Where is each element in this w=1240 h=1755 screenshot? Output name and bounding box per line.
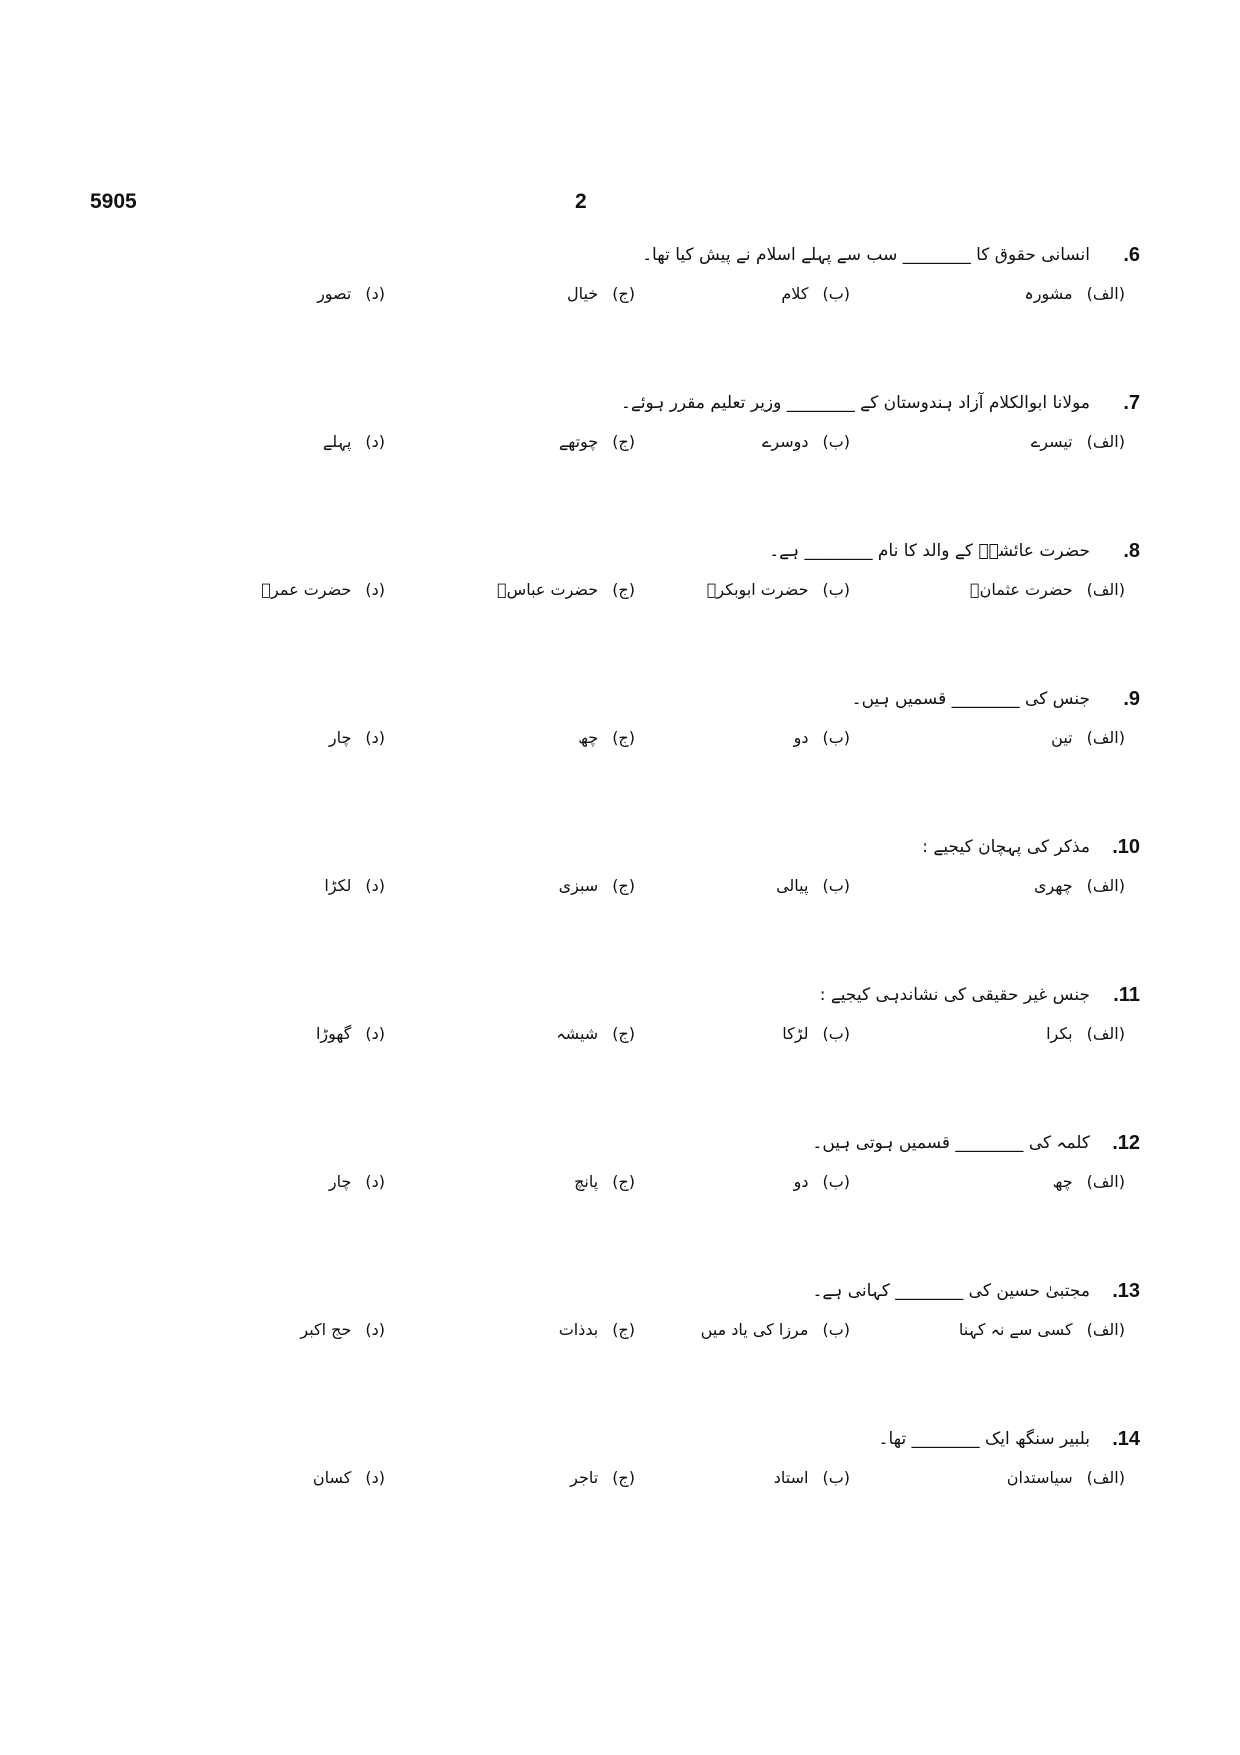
- question-stem: بلبیر سنگھ ایک ________ تھا۔: [878, 1429, 1090, 1449]
- option-label: (الف): [1086, 580, 1125, 599]
- option-label: (ج): [612, 1172, 635, 1191]
- question-number: .12: [1112, 1132, 1140, 1154]
- option-text: خیال: [566, 284, 599, 303]
- option-text: پہلے: [322, 432, 352, 451]
- option-label: (ج): [612, 580, 635, 599]
- option-label: (الف): [1086, 1320, 1125, 1339]
- option-text: حضرت عمرؓ: [261, 580, 352, 599]
- answer-option: [250, 722, 385, 754]
- option-label: (الف): [1086, 284, 1125, 303]
- option-text: حضرت ابوبکرؓ: [706, 580, 809, 599]
- answer-option: [695, 426, 850, 458]
- option-label: (الف): [1086, 876, 1125, 895]
- answer-option: [940, 278, 1125, 310]
- option-text: شیشہ: [556, 1024, 599, 1043]
- option-text: دو: [793, 728, 809, 747]
- answer-option: [250, 870, 385, 902]
- answer-option: [695, 1018, 850, 1050]
- option-text: لکڑا: [324, 876, 352, 895]
- option-text: چار: [328, 1172, 352, 1191]
- question-number: .7: [1123, 392, 1140, 414]
- option-label: (د): [365, 728, 385, 747]
- question-stem: انسانی حقوق کا ________ سب سے پہلے اسلام نے پیش کیا تھا۔: [642, 245, 1090, 265]
- question-stem: جنس غیر حقیقی کی نشاندہی کیجیے :: [819, 985, 1090, 1005]
- option-text: تصور: [317, 284, 352, 303]
- option-label: (الف): [1086, 1468, 1125, 1487]
- answer-option: [940, 574, 1125, 606]
- option-label: (د): [365, 1468, 385, 1487]
- option-label: (ب): [822, 1468, 850, 1487]
- option-text: چھری: [1034, 876, 1073, 895]
- option-text: حضرت عثمانؓ: [970, 580, 1073, 599]
- option-label: (د): [365, 1172, 385, 1191]
- answer-option: [250, 1018, 385, 1050]
- option-text: پیالی: [776, 876, 809, 895]
- option-text: بکرا: [1046, 1024, 1073, 1043]
- question-number: .6: [1123, 244, 1140, 266]
- question-number: .13: [1112, 1280, 1140, 1302]
- option-label: (ب): [822, 1172, 850, 1191]
- answer-option: [940, 1314, 1125, 1346]
- option-text: تیسرے: [1030, 432, 1073, 451]
- question-stem: جنس کی ________ قسمیں ہیں۔: [851, 689, 1090, 709]
- option-label: (الف): [1086, 432, 1125, 451]
- answer-option: [445, 722, 635, 754]
- option-label: (د): [365, 1024, 385, 1043]
- option-text: مرزا کی یاد میں: [700, 1320, 809, 1339]
- answer-option: [445, 278, 635, 310]
- option-label: (الف): [1086, 1172, 1125, 1191]
- answer-option: [940, 722, 1125, 754]
- option-label: (ب): [822, 432, 850, 451]
- answer-option: [445, 1314, 635, 1346]
- answer-option: [250, 278, 385, 310]
- option-text: بدذات: [558, 1320, 599, 1339]
- option-text: چھ: [1052, 1172, 1073, 1191]
- option-text: استاد: [773, 1468, 809, 1487]
- answer-option: [695, 722, 850, 754]
- option-text: دوسرے: [761, 432, 809, 451]
- option-label: (ب): [822, 1320, 850, 1339]
- answer-option: [695, 574, 850, 606]
- option-label: (الف): [1086, 1024, 1125, 1043]
- option-text: چوتھے: [558, 432, 599, 451]
- answer-option: [445, 1462, 635, 1494]
- question-number: .14: [1112, 1428, 1140, 1450]
- page-number: 2: [575, 190, 587, 213]
- answer-option: [695, 278, 850, 310]
- option-text: کلام: [781, 284, 809, 303]
- option-label: (د): [365, 284, 385, 303]
- answer-option: [695, 1462, 850, 1494]
- option-text: سبزی: [558, 876, 599, 895]
- answer-option: [250, 1462, 385, 1494]
- option-label: (د): [365, 580, 385, 599]
- option-text: سیاستدان: [1006, 1468, 1073, 1487]
- option-label: (د): [365, 876, 385, 895]
- option-label: (ج): [612, 432, 635, 451]
- option-text: چھ: [578, 728, 599, 747]
- option-label: (ب): [822, 284, 850, 303]
- answer-option: [695, 1166, 850, 1198]
- question-number: .9: [1123, 688, 1140, 710]
- question-stem: مولانا ابوالکلام آزاد ہندوستان کے ________ وزیر تعلیم مقرر ہوئے۔: [620, 393, 1090, 413]
- option-label: (ج): [612, 1024, 635, 1043]
- question-number: .11: [1113, 984, 1140, 1006]
- option-text: گھوڑا: [315, 1024, 352, 1043]
- question-number: .8: [1123, 540, 1140, 562]
- option-label: (ج): [612, 876, 635, 895]
- answer-option: [940, 1462, 1125, 1494]
- answer-option: [250, 1166, 385, 1198]
- question-stem: مجتبیٰ حسین کی ________ کہانی ہے۔: [812, 1281, 1090, 1301]
- option-label: (ب): [822, 876, 850, 895]
- option-text: کسی سے نہ کہنا: [958, 1320, 1073, 1339]
- answer-option: [695, 870, 850, 902]
- option-label: (ج): [612, 1320, 635, 1339]
- answer-option: [940, 1166, 1125, 1198]
- option-text: حضرت عباسؓ: [497, 580, 599, 599]
- option-label: (ج): [612, 1468, 635, 1487]
- option-label: (الف): [1086, 728, 1125, 747]
- option-text: حج اکبر: [300, 1320, 352, 1339]
- option-text: کسان: [312, 1468, 352, 1487]
- option-text: چار: [328, 728, 352, 747]
- option-label: (ج): [612, 284, 635, 303]
- question-number: .10: [1112, 836, 1140, 858]
- question-stem: حضرت عائشہؓ کے والد کا نام ________ ہے۔: [769, 541, 1090, 561]
- answer-option: [940, 870, 1125, 902]
- option-text: پانچ: [574, 1172, 599, 1191]
- option-text: تین: [1051, 728, 1073, 747]
- answer-option: [940, 426, 1125, 458]
- question-stem: مذکر کی پہچان کیجیے :: [922, 837, 1090, 857]
- option-text: تاجر: [570, 1468, 599, 1487]
- option-text: دو: [793, 1172, 809, 1191]
- answer-option: [695, 1314, 850, 1346]
- paper-code: 5905: [90, 190, 137, 213]
- option-label: (ب): [822, 728, 850, 747]
- option-label: (ج): [612, 728, 635, 747]
- option-label: (د): [365, 432, 385, 451]
- answer-option: [445, 1018, 635, 1050]
- option-label: (ب): [822, 1024, 850, 1043]
- answer-option: [445, 574, 635, 606]
- answer-option: [445, 870, 635, 902]
- option-text: مشورہ: [1024, 284, 1073, 303]
- answer-option: [445, 1166, 635, 1198]
- answer-option: [250, 426, 385, 458]
- option-label: (ب): [822, 580, 850, 599]
- question-stem: کلمہ کی ________ قسمیں ہوتی ہیں۔: [812, 1133, 1090, 1153]
- answer-option: [250, 1314, 385, 1346]
- answer-option: [445, 426, 635, 458]
- answer-option: [940, 1018, 1125, 1050]
- answer-option: [250, 574, 385, 606]
- option-text: لڑکا: [782, 1024, 809, 1043]
- option-label: (د): [365, 1320, 385, 1339]
